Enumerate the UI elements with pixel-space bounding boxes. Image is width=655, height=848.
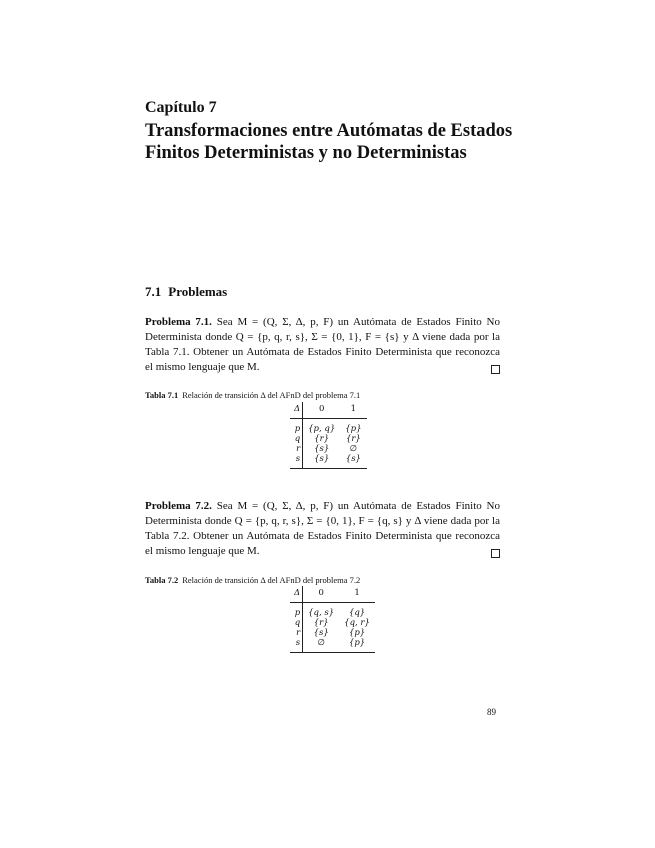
- table-row: [290, 638, 375, 653]
- table-caption-text: Relación de transición Δ del AFnD del problema 7.1: [182, 390, 361, 400]
- section-number: 7.1: [145, 284, 162, 299]
- cell: {s}: [313, 628, 329, 638]
- section-title: Problemas: [168, 284, 228, 299]
- table-header-symbol-0: 0: [318, 404, 325, 414]
- cell: {p, q}: [308, 424, 336, 434]
- table-row: [290, 424, 367, 434]
- cell: {s}: [303, 454, 341, 469]
- cell: {s}: [340, 454, 366, 469]
- chapter-label: Capítulo 7: [145, 99, 217, 116]
- transition-table-7-1: [290, 402, 367, 469]
- cell: {q}: [348, 608, 366, 618]
- table-corner-delta: Δ: [290, 586, 303, 603]
- problem-label: Problema 7.1.: [145, 316, 212, 328]
- cell: {r}: [314, 434, 330, 444]
- qed-square-icon: [491, 549, 500, 558]
- cell: {p}: [345, 424, 362, 434]
- cell: {p}: [339, 638, 375, 653]
- chapter-title: Transformaciones entre Autómatas de Estados Finitos Deterministas y no Deterministas: [145, 121, 513, 163]
- table-header-symbol-1: 1: [354, 588, 360, 598]
- row-state: p: [290, 608, 303, 618]
- table-caption-text: Relación de transición Δ del AFnD del problema 7.2: [182, 575, 361, 585]
- table-caption-label: Tabla 7.2: [145, 575, 179, 585]
- row-state: r: [290, 628, 303, 638]
- cell: {r}: [345, 434, 361, 444]
- page-number: 89: [487, 707, 496, 717]
- table-row: [290, 608, 375, 618]
- problem-7-1: [145, 315, 500, 375]
- cell: ∅: [303, 638, 340, 653]
- cell: {q, r}: [344, 618, 370, 628]
- row-state: q: [290, 618, 303, 628]
- row-state: s: [290, 454, 303, 469]
- table-header-row: [290, 586, 375, 603]
- table-caption-7-2: [145, 575, 360, 585]
- table-corner-delta: Δ: [290, 402, 303, 419]
- table-header-symbol-1: 1: [350, 404, 357, 414]
- transition-table-7-2: [290, 586, 375, 653]
- table-header-row: [290, 402, 367, 419]
- table-row: [290, 454, 367, 469]
- cell: ∅: [349, 444, 358, 454]
- row-state: p: [290, 424, 303, 434]
- table-row: [290, 628, 375, 638]
- table-row: [290, 618, 375, 628]
- row-state: s: [290, 638, 303, 653]
- table-row: [290, 444, 367, 454]
- cell: {p}: [348, 628, 366, 638]
- table-row: [290, 434, 367, 444]
- cell: {s}: [314, 444, 330, 454]
- problem-label: Problema 7.2.: [145, 500, 212, 512]
- cell: {q, s}: [308, 608, 335, 618]
- table-header-symbol-0: 0: [318, 588, 324, 598]
- problem-text: Sea M = (Q, Σ, Δ, p, F) un Autómata de Estados Finito No Determinista donde Q = {p, q, r, s}, Σ = {0, 1}, F = {s} y Δ viene dada por la Tabla 7.1. Obtener un Autómata de Estados Finito Determinista que reconozca el mismo lenguaje que M.: [145, 316, 500, 373]
- problem-text: Sea M = (Q, Σ, Δ, p, F) un Autómata de Estados Finito No Determinista donde Q = {p, q, r, s}, Σ = {0, 1}, F = {q, s} y Δ viene dada por la Tabla 7.2. Obtener un Autómata de Estados Finito Determinista que reconozca el mismo lenguaje que M.: [145, 500, 500, 557]
- table-caption-7-1: [145, 390, 360, 400]
- table-caption-label: Tabla 7.1: [145, 390, 179, 400]
- row-state: r: [290, 444, 303, 454]
- cell: {r}: [313, 618, 329, 628]
- row-state: q: [290, 434, 303, 444]
- section-heading: [145, 284, 227, 300]
- qed-square-icon: [491, 365, 500, 374]
- problem-7-2: [145, 499, 500, 559]
